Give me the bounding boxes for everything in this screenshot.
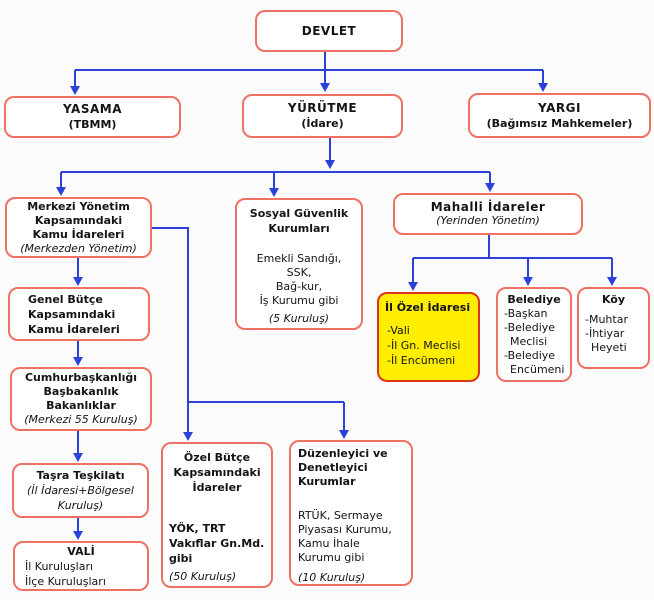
node-duzenleyici-body-line: RTÜK, Sermaye — [298, 509, 383, 522]
node-ilozel-title: İl Özel İdaresi — [385, 301, 471, 314]
arrow-vali — [73, 531, 83, 540]
node-cumhur-title-line: Başbakanlık — [43, 385, 119, 398]
node-cumhur-note: (Merkezi 55 Kuruluş) — [24, 413, 138, 426]
node-yurutme — [242, 94, 403, 138]
node-devlet — [255, 10, 403, 52]
node-yurutme-title: YÜRÜTME — [287, 101, 358, 115]
node-sosyal-note: (5 Kuruluş) — [268, 312, 330, 325]
node-duzenleyici-body-line: Kamu İhale — [298, 537, 360, 550]
node-yargi-title: YARGI — [538, 100, 581, 115]
node-ozelbutce-body-line: Vakıflar Gn.Md. — [169, 537, 265, 550]
node-il-ozel-idaresi — [377, 292, 480, 382]
arrow-mahalli — [485, 183, 495, 192]
node-genel-butce — [8, 287, 150, 341]
node-merkezi-note: (Merkezden Yönetim) — [20, 241, 137, 255]
node-yasama — [4, 96, 181, 138]
node-sosyal-body-line: Emekli Sandığı, — [256, 252, 342, 265]
node-vali-body-line: İlçe Kuruluşları — [25, 574, 106, 588]
node-duzenleyici-title-line: Düzenleyici ve — [298, 447, 388, 460]
node-yurutme-subtitle: (İdare) — [301, 117, 344, 130]
node-ozelbutce-note: (50 Kuruluş) — [169, 570, 237, 583]
arrow-duzenleyici — [339, 430, 349, 439]
node-duzenleyici-body-line: Kurumu gibi — [298, 551, 365, 564]
node-tasra-note-line: (İl İdaresi+Bölgesel — [27, 484, 134, 497]
node-devlet-title: DEVLET — [301, 24, 357, 38]
node-cumhur-title-line: Cumhurbaşkanlığı — [24, 371, 138, 384]
arrow-ozelbutce — [183, 432, 193, 441]
node-merkezi-title-line: Kamu İdareleri — [32, 227, 125, 241]
arrow-koy — [607, 277, 617, 286]
node-koy-item: -Muhtar — [585, 313, 628, 326]
node-sosyal-guvenlik — [235, 198, 363, 330]
node-sosyal-body-line: Bağ-kur, — [275, 280, 323, 293]
node-yargi-subtitle: (Bağımsız Mahkemeler) — [486, 116, 633, 130]
node-vali — [13, 541, 149, 591]
node-ozelbutce-title-line: İdareler — [192, 481, 242, 494]
node-genel-title-line: Kamu İdareleri — [28, 322, 120, 336]
node-ozelbutce-body-line: YÖK, TRT — [169, 522, 226, 535]
node-koy-item: -İhtiyar Heyeti — [585, 327, 627, 354]
node-sosyal-body-line: İş Kurumu gibi — [259, 294, 339, 307]
arrow-yasama — [70, 86, 80, 95]
node-tasra-teskilati — [12, 463, 149, 518]
node-merkezi-title-line: Merkezi Yönetim — [27, 199, 130, 213]
node-yargi — [468, 93, 651, 138]
arrow-ilozel — [408, 282, 418, 291]
node-yasama-title: YASAMA — [63, 102, 122, 116]
node-ilozel-item: -İl Gn. Meclisi — [387, 339, 461, 352]
arrow-merkezi — [56, 187, 66, 196]
node-sosyal-body-line: SSK, — [286, 266, 312, 279]
node-ozelbutce-title-line: Kapsamındaki — [173, 466, 261, 479]
node-ilozel-item: -İl Encümeni — [387, 354, 456, 367]
arrow-yurutme-junction — [325, 160, 335, 169]
node-ozelbutce-title-line: Özel Bütçe — [183, 451, 251, 464]
arrow-belediye — [523, 277, 533, 286]
node-duzenleyici-title-line: Denetleyici — [298, 461, 368, 474]
node-ozel-butce — [161, 442, 273, 588]
arrow-yargi — [538, 83, 548, 92]
node-yasama-subtitle: (TBMM) — [68, 118, 117, 131]
node-genel-title-line: Genel Bütçe — [28, 292, 103, 306]
node-mahalli-title: Mahalli İdareler — [430, 200, 546, 214]
node-duzenleyici-body-line: Piyasası Kurumu, — [298, 523, 392, 536]
node-merkezi-title-line: Kapsamındaki — [34, 213, 123, 227]
node-belediye-item: -Belediye Meclisi — [504, 321, 556, 348]
arrow-sosyal — [269, 188, 279, 197]
node-tasra-note-line: Kuruluş) — [57, 499, 104, 512]
node-duzenleyici — [289, 440, 413, 586]
node-cumhurbaskanligi — [10, 367, 152, 431]
node-vali-title: VALİ — [67, 544, 95, 558]
node-merkezi-yonetim — [5, 197, 152, 258]
node-duzenleyici-title-line: Kurumlar — [298, 475, 356, 488]
arrow-genel — [73, 277, 83, 286]
node-ozelbutce-body-line: gibi — [169, 552, 193, 565]
node-mahalli-idareler — [393, 193, 583, 235]
node-duzenleyici-note: (10 Kuruluş) — [298, 571, 366, 584]
node-sosyal-title-line: Kurumları — [268, 222, 330, 235]
arrow-tasra — [73, 453, 83, 462]
node-mahalli-subtitle: (Yerinden Yönetim) — [436, 214, 540, 227]
node-cumhur-title-line: Bakanlıklar — [46, 399, 116, 412]
node-belediye-title: Belediye — [507, 293, 561, 306]
node-koy — [577, 287, 650, 369]
node-ilozel-item: -Vali — [387, 324, 410, 337]
arrow-yurutme — [320, 83, 330, 92]
arrow-cumhur — [73, 357, 83, 366]
node-koy-title: Köy — [601, 293, 626, 306]
node-belediye-item: -Başkan — [504, 307, 548, 320]
node-tasra-title: Taşra Teşkilatı — [36, 469, 125, 482]
node-belediye-item: -Belediye Encümeni — [504, 349, 565, 376]
node-sosyal-title-line: Sosyal Güvenlik — [249, 207, 349, 220]
node-genel-title-line: Kapsamındaki — [28, 307, 116, 321]
node-vali-body-line: İl Kuruluşları — [25, 559, 94, 573]
node-belediye — [496, 287, 572, 382]
